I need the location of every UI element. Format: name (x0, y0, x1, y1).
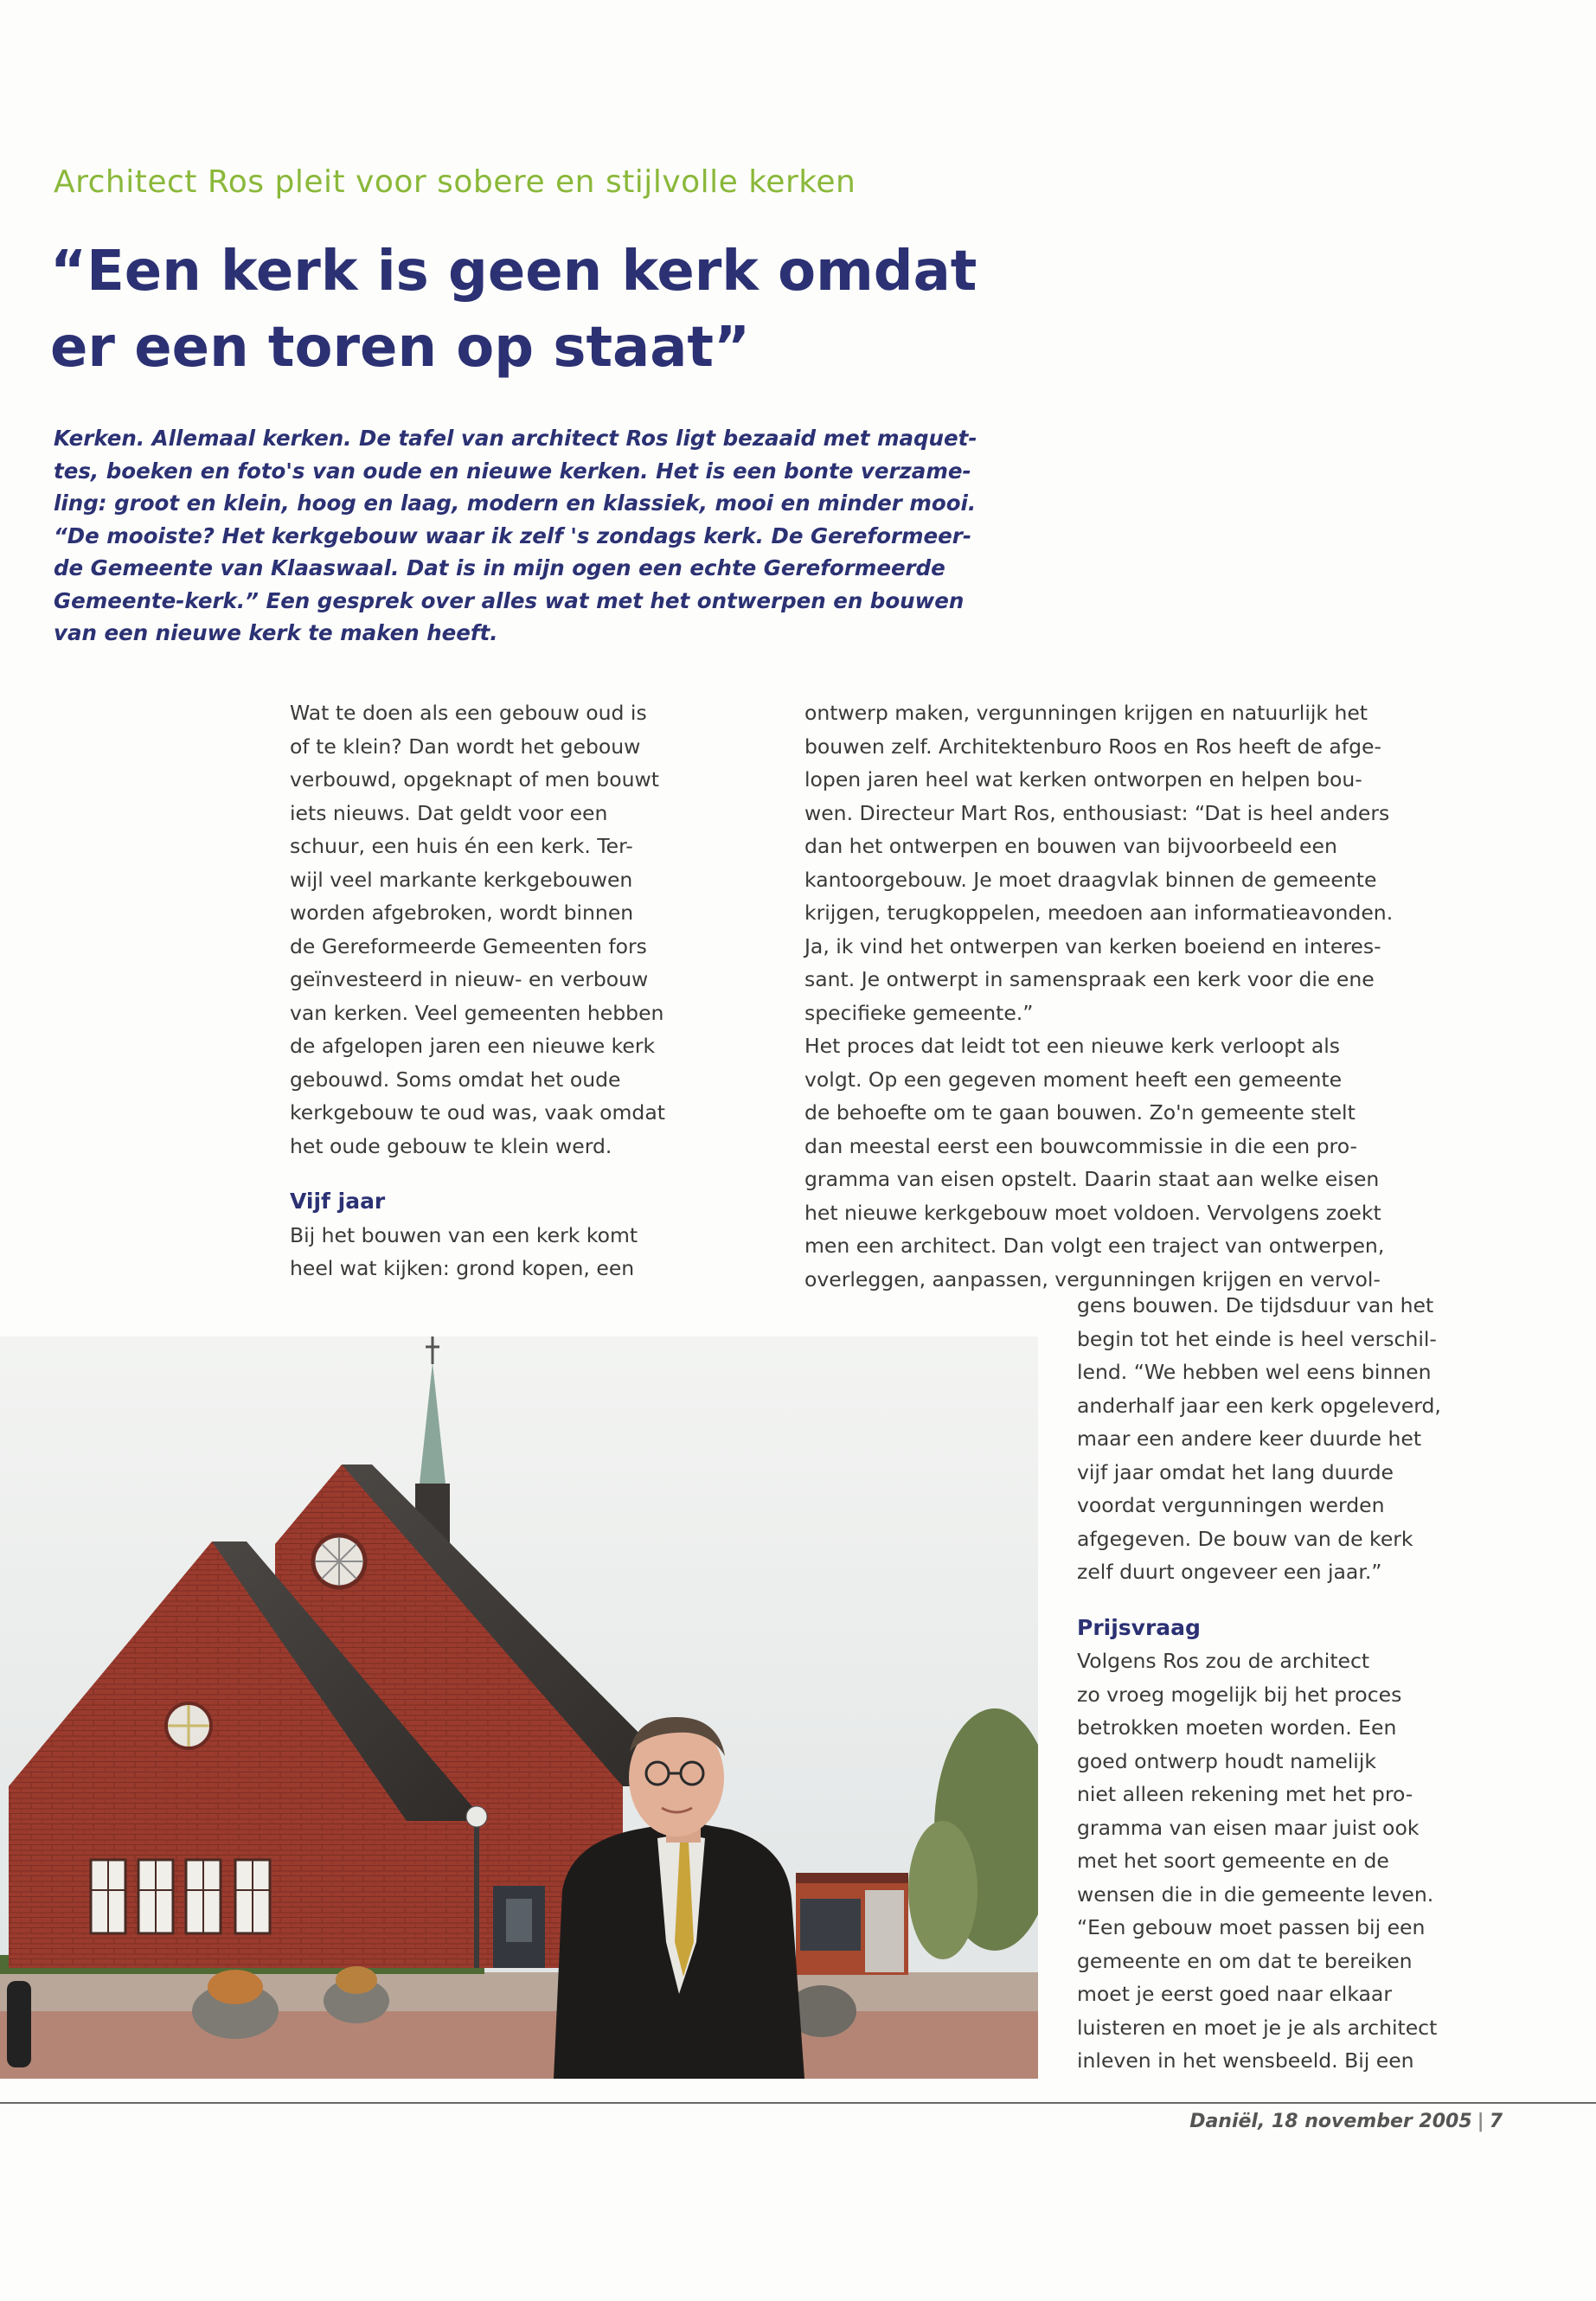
body-line: gemeente en om dat te bereiken (1077, 1948, 1413, 1973)
intro-line: Gemeente-kerk.” Een gesprek over alles wat met het ontwerpen en bouwen (54, 587, 965, 613)
body-line: anderhalf jaar een kerk opgeleverd, (1077, 1393, 1441, 1418)
footer-rule (0, 2102, 1596, 2104)
body-line: specifieke gemeente.” (804, 1000, 1034, 1025)
body-line: wensen die in die gemeente leven. (1077, 1881, 1434, 1907)
body-line: Het proces dat leidt tot een nieuwe kerk verloopt als (804, 1034, 1340, 1058)
body-line: zo vroeg mogelijk bij het proces (1077, 1682, 1402, 1707)
body-line: betrokken moeten worden. Een (1077, 1715, 1397, 1740)
body-line: dan meestal eerst een bouwcommissie in die een pro- (804, 1133, 1357, 1158)
body-line: maar een andere keer duurde het (1077, 1426, 1422, 1451)
body-line: bouwen zelf. Architektenburo Roos en Ros heeft de afge- (804, 734, 1381, 759)
body-line: de Gereformeerde Gemeenten fors (290, 933, 647, 958)
body-line: wen. Directeur Mart Ros, enthousiast: “Dat is heel anders (804, 800, 1390, 825)
body-line: of te klein? Dan wordt het gebouw (290, 734, 641, 759)
body-line: “Een gebouw moet passen bij een (1077, 1915, 1426, 1939)
body-line: men een architect. Dan volgt een traject van ontwerpen, (804, 1234, 1385, 1258)
subheading-prijsvraag: Prijsvraag (1077, 1614, 1201, 1640)
body-line: krijgen, terugkoppelen, meedoen aan informatieavonden. (804, 901, 1394, 925)
intro-line: “De mooiste? Het kerkgebouw waar ik zelf 's zondags kerk. De Gereformeer- (54, 522, 972, 548)
body-line: Volgens Ros zou de architect (1077, 1649, 1370, 1673)
intro-line: tes, boeken en foto's van oude en nieuwe kerken. Het is een bonte verzame- (54, 458, 971, 484)
body-line: zelf duurt ongeveer een jaar.” (1077, 1560, 1382, 1584)
body-line: Wat te doen als een gebouw oud is (290, 701, 647, 725)
subheading-vijf-jaar: Vijf jaar (290, 1189, 386, 1214)
body-line: moet je eerst goed naar elkaar (1077, 1982, 1392, 2006)
body-line: de afgelopen jaren een nieuwe kerk (290, 1034, 656, 1058)
body-line: kerkgebouw te oud was, vaak omdat (290, 1100, 665, 1125)
article-kicker: Architect Ros pleit voor sobere en stijlvolle kerken (54, 164, 856, 200)
church-photo (0, 1336, 1038, 2079)
body-line: niet alleen rekening met het pro- (1077, 1782, 1413, 1806)
body-line: gens bouwen. De tijdsduur van het (1077, 1293, 1434, 1317)
body-line: geïnvesteerd in nieuw- en verbouw (290, 967, 649, 991)
body-line: van kerken. Veel gemeenten hebben (290, 1000, 664, 1025)
tree (908, 1821, 977, 1959)
body-line: de behoefte om te gaan bouwen. Zo'n gemeente stelt (804, 1100, 1356, 1125)
intro-line: Kerken. Allemaal kerken. De tafel van architect Ros ligt bezaaid met maquet- (54, 426, 977, 451)
bollard (7, 1981, 31, 2067)
body-line: kantoorgebouw. Je moet draagvlak binnen de gemeente (804, 867, 1377, 892)
body-line: gramma van eisen opstelt. Daarin staat aan welke eisen (804, 1167, 1380, 1191)
street-lamp (474, 1821, 479, 1968)
body-line: het nieuwe kerkgebouw moet voldoen. Vervolgens zoekt (804, 1200, 1381, 1225)
body-line: overleggen, aanpassen, vergunningen krijgen en vervol- (804, 1266, 1381, 1292)
body-line: ontwerp maken, vergunningen krijgen en natuurlijk het (804, 701, 1368, 725)
body-line: lend. “We hebben wel eens binnen (1077, 1360, 1432, 1384)
body-line: volgt. Op een gegeven moment heeft een gemeente (804, 1067, 1343, 1092)
intro-line: van een nieuwe kerk te maken heeft. (54, 620, 498, 645)
headline-line: er een toren op staat” (50, 316, 751, 380)
article-intro (54, 422, 1126, 650)
headline-line: “Een kerk is geen kerk omdat (50, 240, 977, 304)
body-line: Bij het bouwen van een kerk komt (290, 1222, 638, 1247)
church-photo-illustration (0, 1336, 1038, 2079)
body-line: gebouwd. Soms omdat het oude (290, 1067, 621, 1092)
article-headline (50, 234, 1348, 386)
body-line: inleven in het wensbeeld. Bij een (1077, 2048, 1414, 2073)
red-paving (0, 2011, 1038, 2079)
body-column-right (804, 696, 1514, 1296)
body-line: Ja, ik vind het ontwerpen van kerken boeiend en interes- (804, 933, 1381, 958)
body-line: begin tot het einde is heel verschil- (1077, 1326, 1437, 1351)
body-line: dan het ontwerpen en bouwen van bijvoorbeeld een (804, 834, 1337, 858)
paragraph-gap (1077, 1589, 1527, 1612)
intro-line: ling: groot en klein, hoog en laag, modern en klassiek, mooi en minder mooi. (54, 490, 977, 516)
body-line: schuur, een huis én een kerk. Ter- (290, 834, 633, 858)
page-footer (1189, 2111, 1503, 2132)
body-line: goed ontwerp houdt namelijk (1077, 1748, 1376, 1773)
body-line: heel wat kijken: grond kopen, een (290, 1256, 635, 1280)
body-line: vijf jaar omdat het lang duurde (1077, 1459, 1394, 1484)
body-column-bottom-right (1077, 1289, 1527, 2078)
page-number: 7 (1489, 2111, 1503, 2132)
body-line: gramma van eisen maar juist ook (1077, 1815, 1420, 1840)
body-line: luisteren en moet je je als architect (1077, 2015, 1438, 2040)
body-line: wijl veel markante kerkgebouwen (290, 867, 633, 892)
body-line: sant. Je ontwerpt in samenspraak een kerk voor die ene (804, 967, 1375, 991)
body-line: met het soort gemeente en de (1077, 1849, 1389, 1873)
body-line: lopen jaren heel wat kerken ontworpen en helpen bou- (804, 767, 1362, 792)
footer-separator: | (1477, 2111, 1484, 2132)
body-line: voordat vergunningen werden (1077, 1493, 1385, 1517)
body-line: het oude gebouw te klein werd. (290, 1133, 612, 1158)
body-line: afgegeven. De bouw van de kerk (1077, 1526, 1413, 1551)
intro-line: de Gemeente van Klaaswaal. Dat is in mijn ogen een echte Gereformeerde (54, 555, 945, 580)
body-line: verbouwd, opgeknapt of men bouwt (290, 767, 659, 792)
body-column-left (290, 696, 757, 1285)
paragraph-gap (290, 1163, 757, 1185)
body-line: iets nieuws. Dat geldt voor een (290, 800, 608, 825)
body-line: worden afgebroken, wordt binnen (290, 901, 634, 925)
publication-date: Daniël, 18 november 2005 (1189, 2111, 1472, 2132)
